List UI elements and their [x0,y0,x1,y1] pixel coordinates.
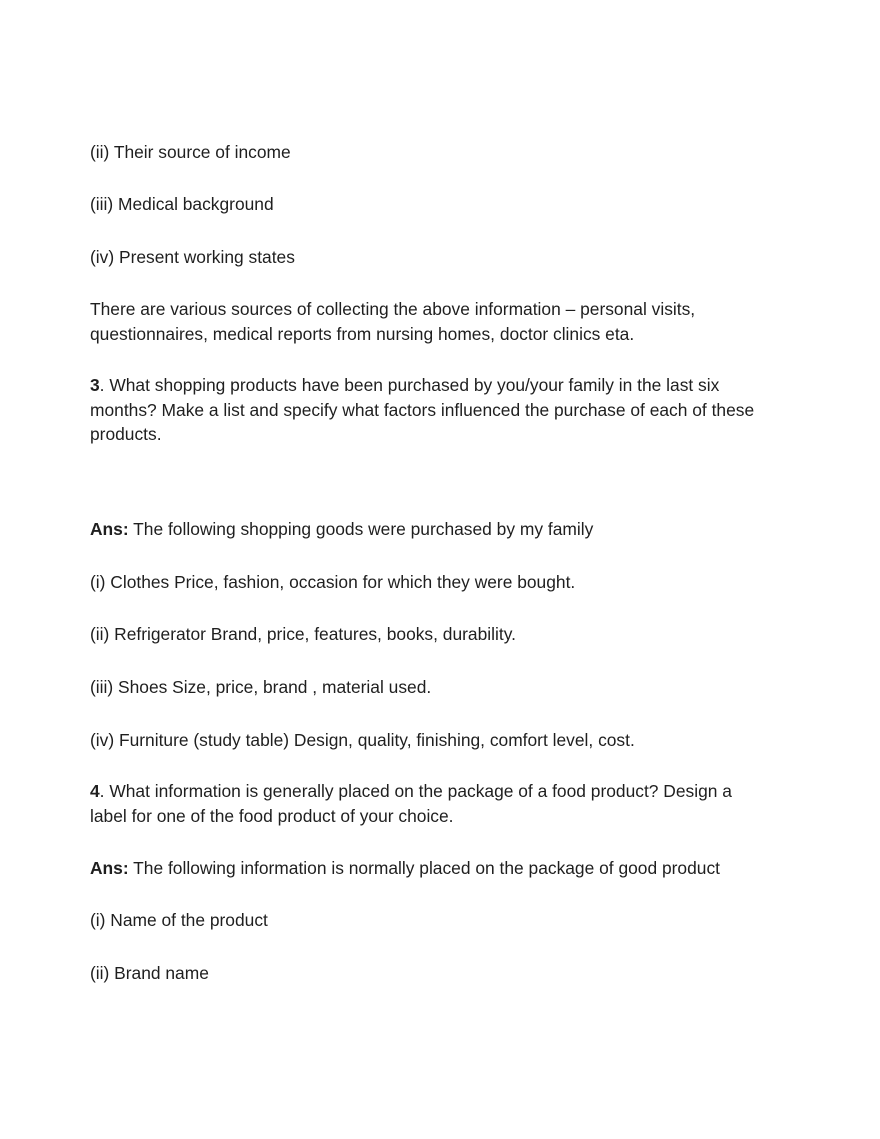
list-item [90,908,770,933]
list-item [90,570,770,595]
answer-label: Ans: [90,858,129,878]
paragraph-text: (iii) Medical background [90,194,274,214]
paragraph-text: (i) Clothes Price, fashion, occasion for which they were bought. [90,572,576,592]
paragraph-text: (iv) Furniture (study table) Design, quality, finishing, comfort level, cost. [90,730,635,750]
paragraph-text: (i) Name of the product [90,910,268,930]
paragraph-text: (iv) Present working states [90,247,295,267]
paragraph-text: (ii) Their source of income [90,142,291,162]
question-number: 3 [90,375,100,395]
answer-text: The following shopping goods were purchased by my family [128,519,594,539]
answer-3-intro [90,517,770,542]
answer-text: The following information is normally placed on the package of good product [128,858,720,878]
question-text: . What information is generally placed on the package of a food product? Design a label for one of the food product of your choice. [90,781,732,826]
list-item [90,961,770,986]
paragraph-text: There are various sources of collecting the above information – personal visits, questionnaires, medical reports from nursing homes, doctor clinics eta. [90,299,696,344]
list-item [90,140,770,165]
question-3 [90,373,770,447]
question-number: 4 [90,781,100,801]
body-paragraph [90,297,770,346]
answer-4-intro [90,856,770,881]
list-item [90,245,770,270]
paragraph-text: (iii) Shoes Size, price, brand , material used. [90,677,432,697]
list-item [90,192,770,217]
paragraph-text: (ii) Refrigerator Brand, price, features, books, durability. [90,624,516,644]
paragraph-text: (ii) Brand name [90,963,209,983]
list-item [90,622,770,647]
question-4 [90,779,770,828]
question-text: . What shopping products have been purchased by you/your family in the last six months? Make a list and specify what factors influenced the purchase of each of these products. [90,375,755,444]
answer-label: Ans: [90,519,129,539]
list-item [90,675,770,700]
list-item [90,728,770,753]
